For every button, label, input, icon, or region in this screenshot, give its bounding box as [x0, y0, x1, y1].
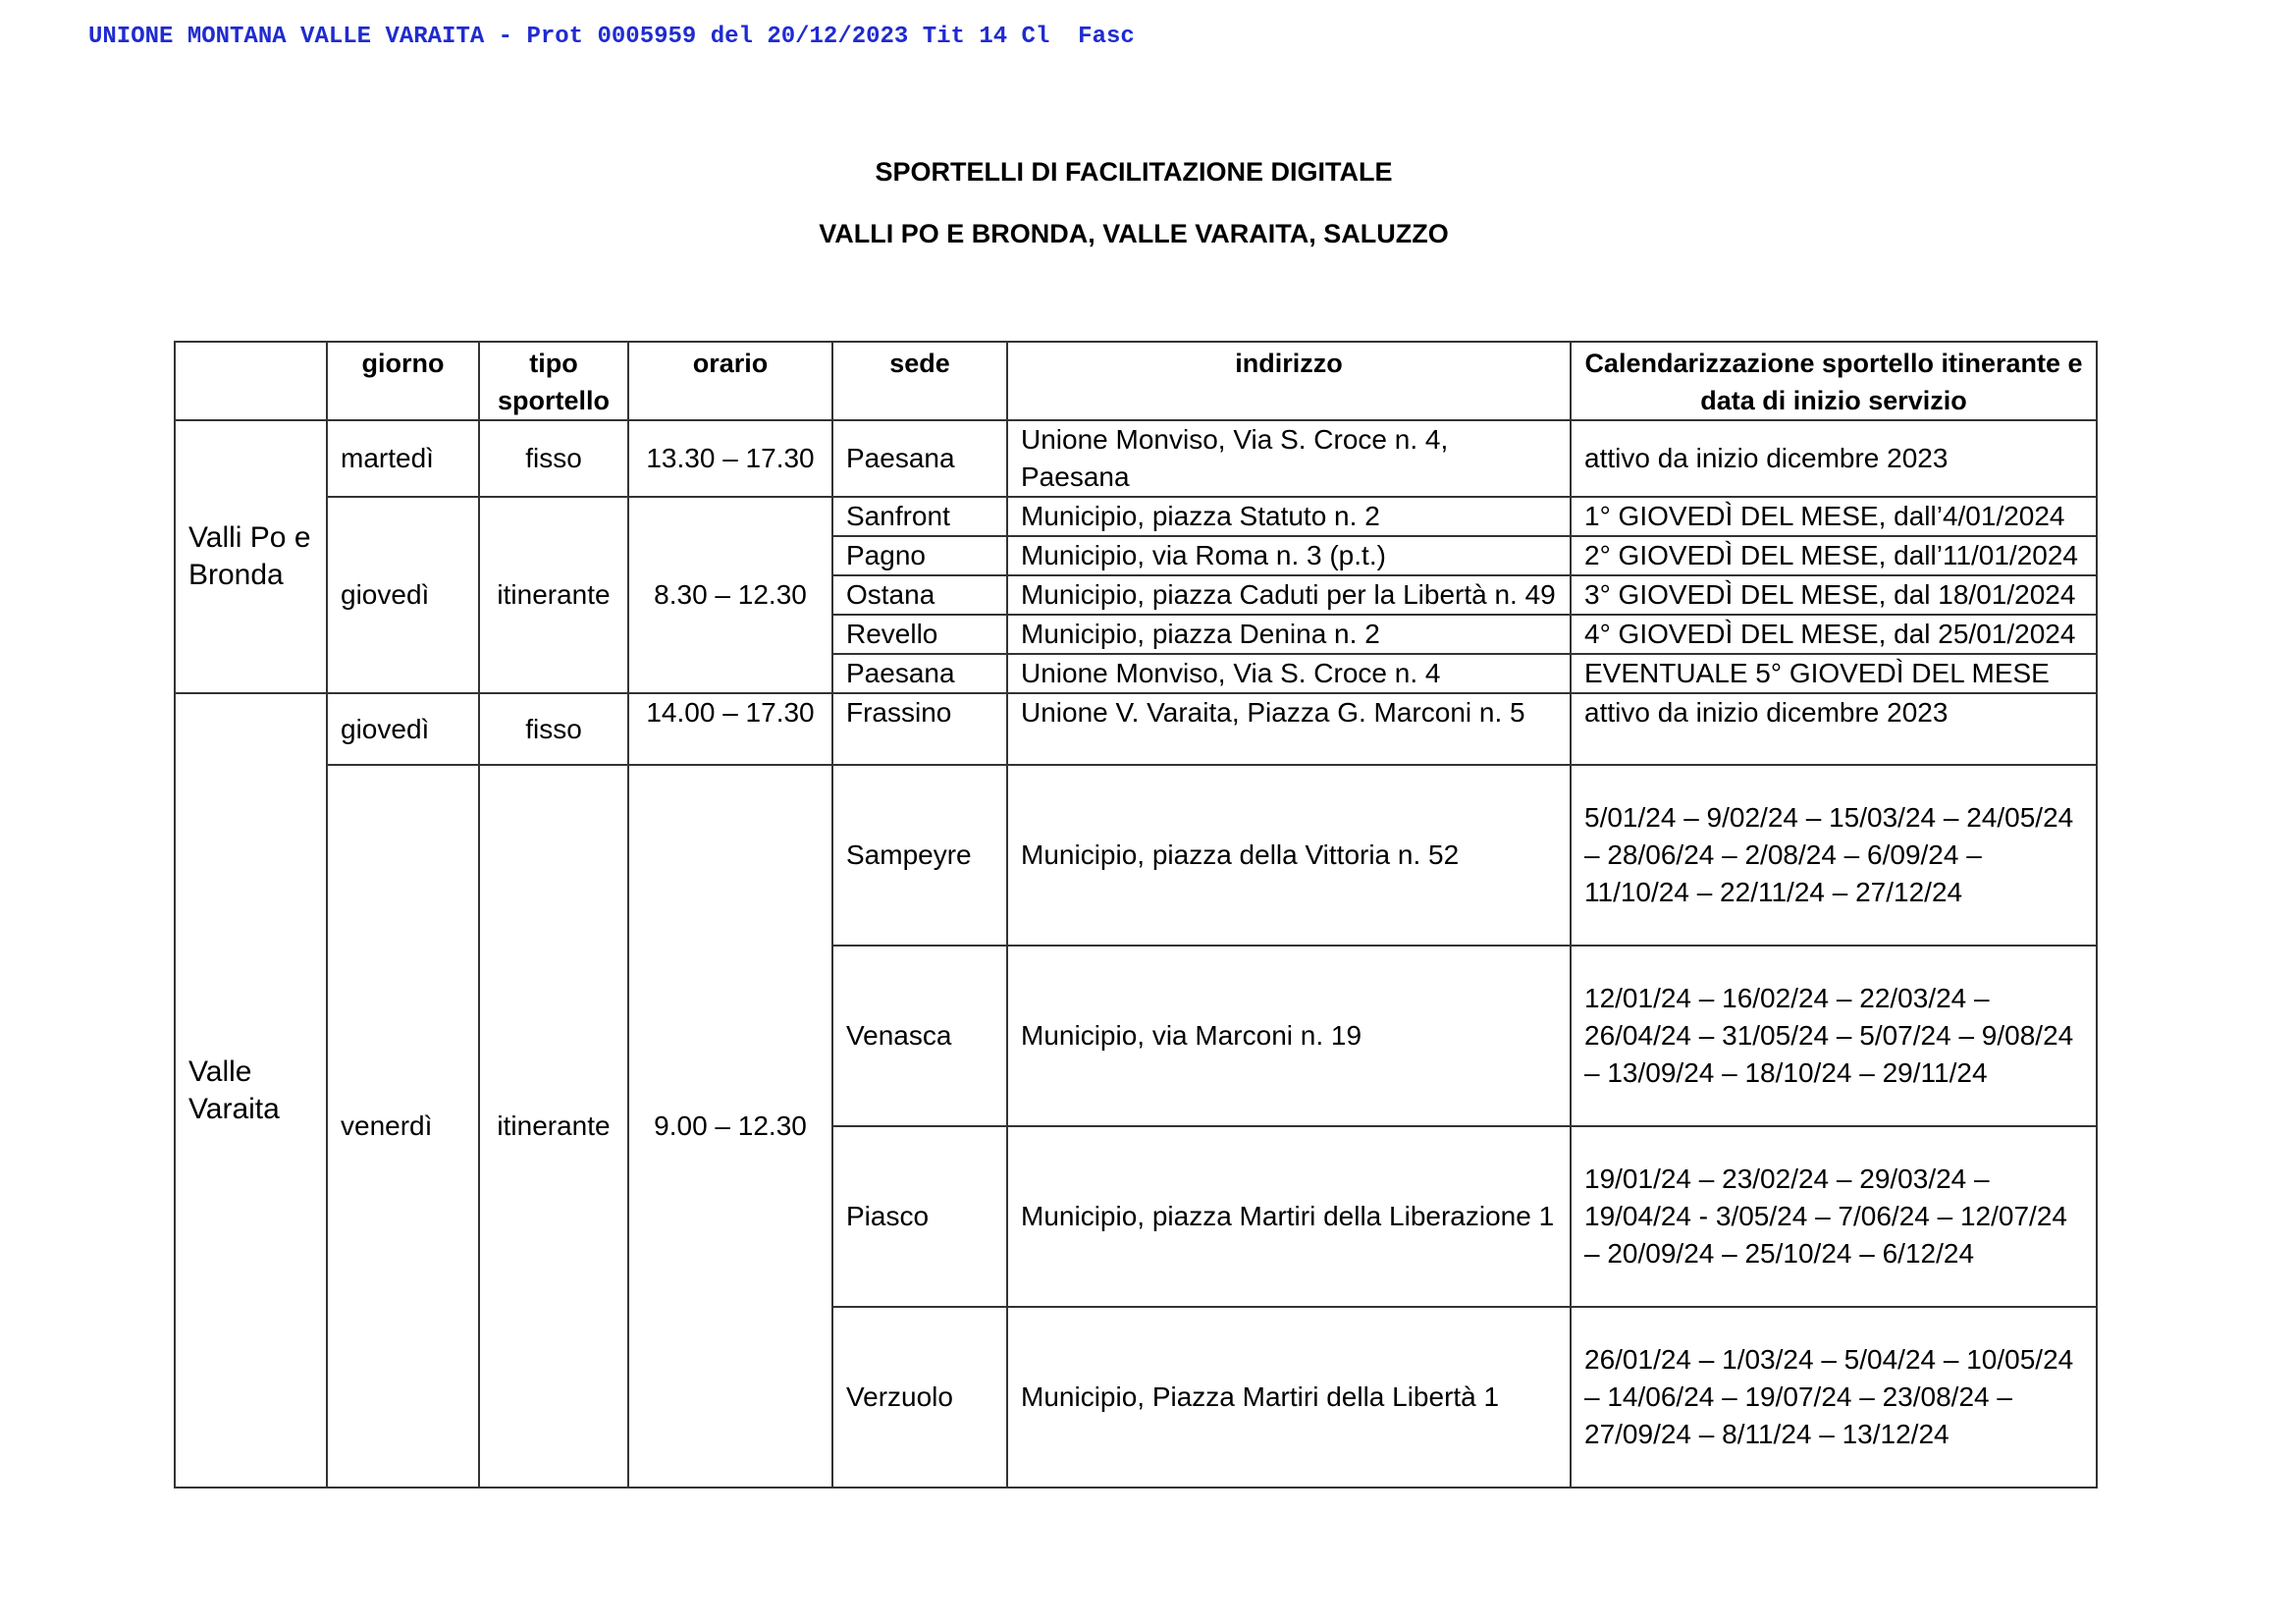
calendario-cell: 3° GIOVEDÌ DEL MESE, dal 18/01/2024 [1571, 575, 2097, 615]
indirizzo-cell: Municipio, Piazza Martiri della Libertà 1 [1007, 1307, 1571, 1488]
indirizzo-cell: Municipio, via Roma n. 3 (p.t.) [1007, 536, 1571, 575]
header-region [175, 342, 327, 420]
calendario-cell: 26/01/24 – 1/03/24 – 5/04/24 – 10/05/24 – 14/06/24 – 19/07/24 – 23/08/24 – 27/09/24 – 8/11/24 – 13/12/24 [1571, 1307, 2097, 1488]
giorno-cell: venerdì [327, 765, 479, 1488]
tipo-cell: itinerante [479, 497, 628, 693]
orario-cell: 9.00 – 12.30 [628, 765, 832, 1488]
indirizzo-cell: Unione Monviso, Via S. Croce n. 4, Paesana [1007, 420, 1571, 497]
sede-cell: Verzuolo [832, 1307, 1007, 1488]
header-indirizzo: indirizzo [1007, 342, 1571, 420]
orario-cell: 13.30 – 17.30 [628, 420, 832, 497]
table-row [175, 420, 2097, 497]
calendario-cell: attivo da inizio dicembre 2023 [1571, 420, 2097, 497]
calendario-cell: 1° GIOVEDÌ DEL MESE, dall’4/01/2024 [1571, 497, 2097, 536]
calendario-cell: 12/01/24 – 16/02/24 – 22/03/24 – 26/04/24 – 31/05/24 – 5/07/24 – 9/08/24 – 13/09/24 – 18/10/24 – 29/11/24 [1571, 946, 2097, 1126]
sede-cell: Ostana [832, 575, 1007, 615]
indirizzo-cell: Municipio, piazza Martiri della Liberazione 1 [1007, 1126, 1571, 1307]
tipo-cell: fisso [479, 420, 628, 497]
indirizzo-cell: Municipio, piazza Caduti per la Libertà n. 49 [1007, 575, 1571, 615]
region-cell: Valli Po e Bronda [175, 420, 327, 693]
sede-cell: Paesana [832, 420, 1007, 497]
document-subtitle: VALLI PO E BRONDA, VALLE VARAITA, SALUZZO [819, 219, 1449, 248]
region-cell: Valle Varaita [175, 693, 327, 1488]
table-header-row [175, 342, 2097, 420]
indirizzo-cell: Municipio, piazza Denina n. 2 [1007, 615, 1571, 654]
sede-cell: Pagno [832, 536, 1007, 575]
sede-cell: Paesana [832, 654, 1007, 693]
tipo-cell: fisso [479, 693, 628, 765]
header-sede: sede [832, 342, 1007, 420]
calendario-cell: 5/01/24 – 9/02/24 – 15/03/24 – 24/05/24 – 28/06/24 – 2/08/24 – 6/09/24 – 11/10/24 – 22/11/24 – 27/12/24 [1571, 765, 2097, 946]
sede-cell: Piasco [832, 1126, 1007, 1307]
sede-cell: Venasca [832, 946, 1007, 1126]
indirizzo-cell: Municipio, piazza della Vittoria n. 52 [1007, 765, 1571, 946]
table-row [175, 765, 2097, 946]
protocol-stamp: UNIONE MONTANA VALLE VARAITA - Prot 0005959 del 20/12/2023 Tit 14 Cl Fasc [88, 24, 1135, 50]
giorno-cell: giovedì [327, 497, 479, 693]
table-row [175, 497, 2097, 536]
orario-cell: 14.00 – 17.30 [628, 693, 832, 765]
indirizzo-cell: Unione V. Varaita, Piazza G. Marconi n. 5 [1007, 693, 1571, 765]
indirizzo-cell: Municipio, piazza Statuto n. 2 [1007, 497, 1571, 536]
calendario-cell: 19/01/24 – 23/02/24 – 29/03/24 – 19/04/24 - 3/05/24 – 7/06/24 – 12/07/24 – 20/09/24 – 25/10/24 – 6/12/24 [1571, 1126, 2097, 1307]
sede-cell: Sanfront [832, 497, 1007, 536]
orario-cell: 8.30 – 12.30 [628, 497, 832, 693]
indirizzo-cell: Unione Monviso, Via S. Croce n. 4 [1007, 654, 1571, 693]
table-row [175, 693, 2097, 765]
calendario-cell: attivo da inizio dicembre 2023 [1571, 693, 2097, 765]
header-giorno: giorno [327, 342, 479, 420]
document-title: SPORTELLI DI FACILITAZIONE DIGITALE [875, 157, 1393, 187]
header-orario: orario [628, 342, 832, 420]
indirizzo-cell: Municipio, via Marconi n. 19 [1007, 946, 1571, 1126]
calendario-cell: 4° GIOVEDÌ DEL MESE, dal 25/01/2024 [1571, 615, 2097, 654]
calendario-cell: EVENTUALE 5° GIOVEDÌ DEL MESE [1571, 654, 2097, 693]
sede-cell: Sampeyre [832, 765, 1007, 946]
tipo-cell: itinerante [479, 765, 628, 1488]
sede-cell: Revello [832, 615, 1007, 654]
giorno-cell: giovedì [327, 693, 479, 765]
header-calendario: Calendarizzazione sportello itinerante e data di inizio servizio [1571, 342, 2097, 420]
schedule-table [174, 341, 2098, 1489]
sede-cell: Frassino [832, 693, 1007, 765]
giorno-cell: martedì [327, 420, 479, 497]
header-tipo: tipo sportello [479, 342, 628, 420]
calendario-cell: 2° GIOVEDÌ DEL MESE, dall’11/01/2024 [1571, 536, 2097, 575]
